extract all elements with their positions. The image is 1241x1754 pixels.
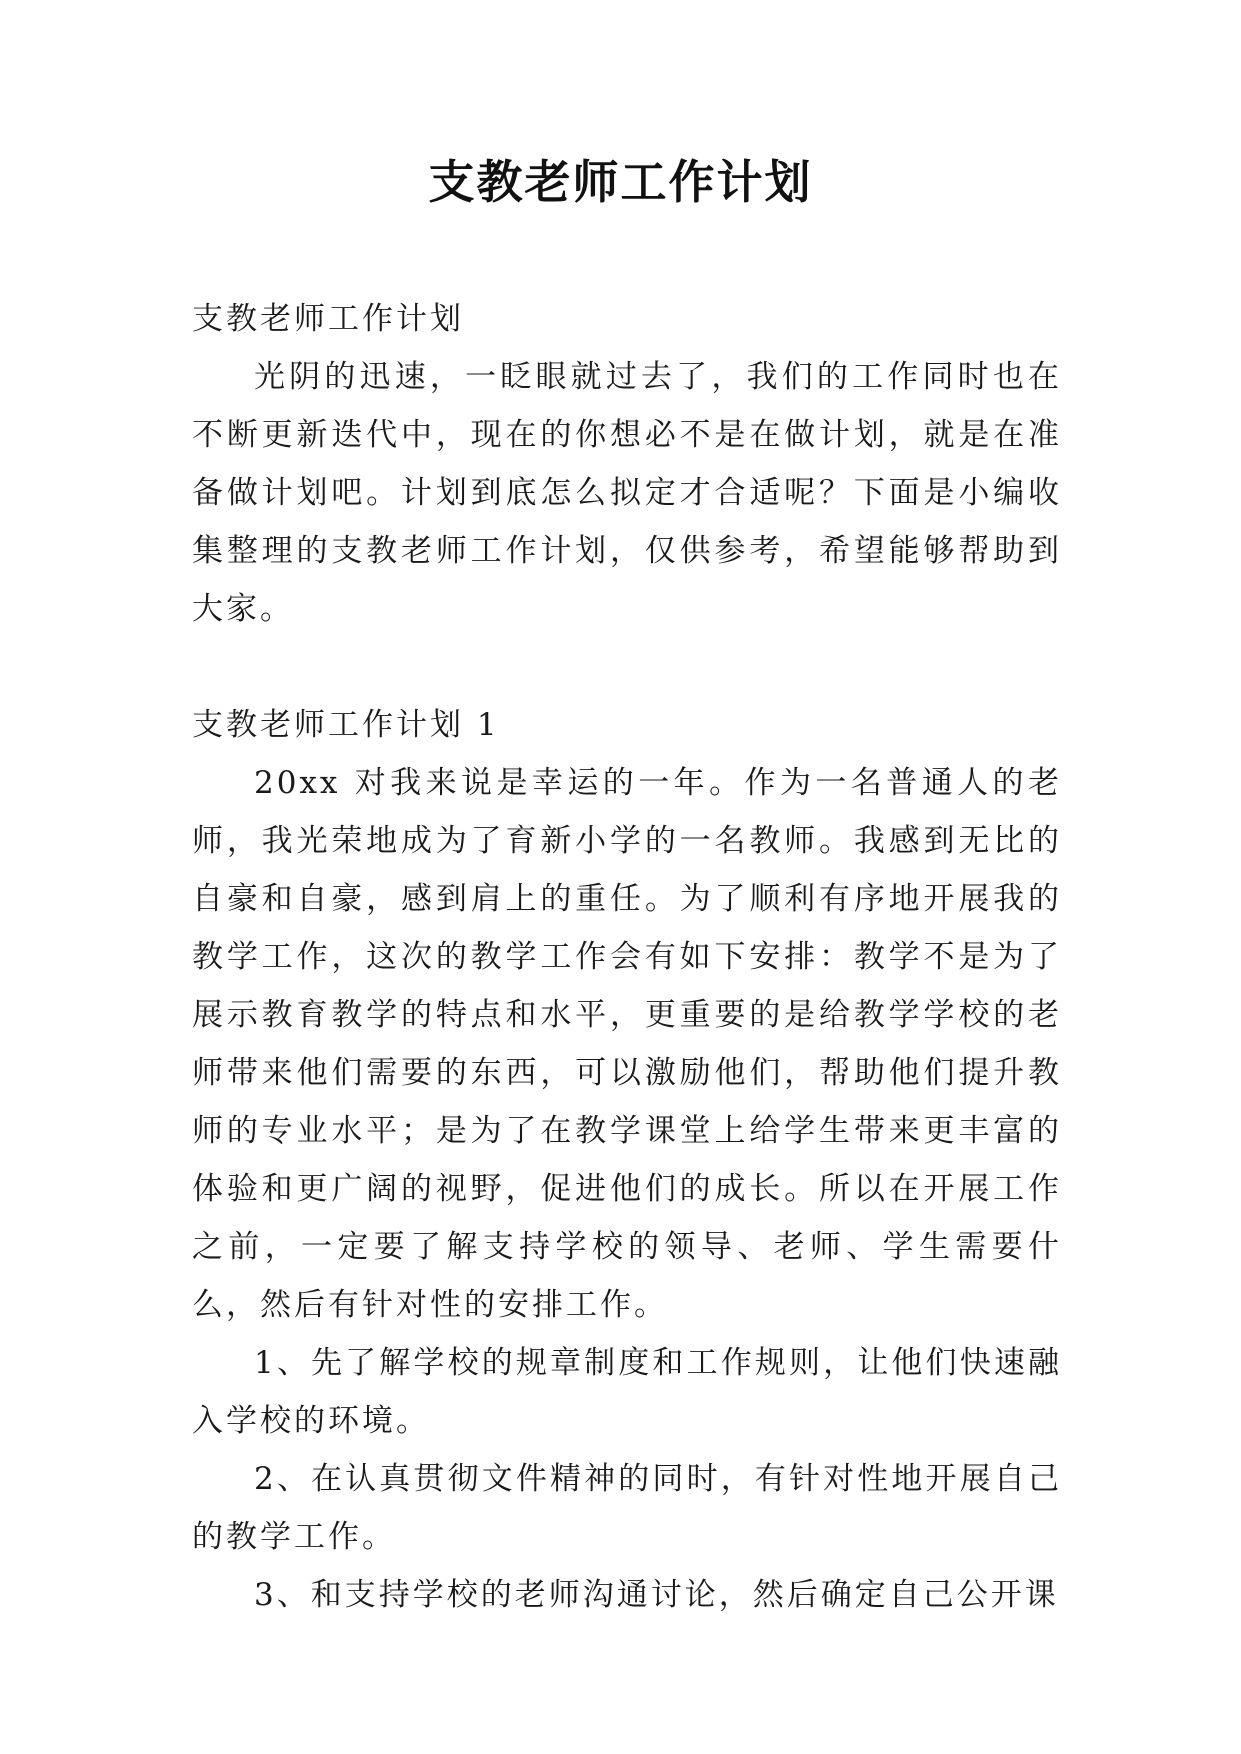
section1-label: 支教老师工作计划 1: [192, 707, 500, 743]
document-title: 支教老师工作计划: [428, 155, 813, 209]
intro-label: 支教老师工作计划: [192, 301, 464, 337]
intro-paragraph: 光阴的迅速，一眨眼就过去了，我们的工作同时也在不断更新迭代中，现在的你想必不是在做计划，就是在准备做计划吧。计划到底怎么拟定才合适呢？下面是小编收集整理的支教老师工作计划，仅供参考，希望能够帮助到大家。: [192, 359, 1062, 627]
document-body: [192, 290, 1062, 1624]
section1-paragraph: 20xx 对我来说是幸运的一年。作为一名普通人的老师，我光荣地成为了育新小学的一名教师。我感到无比的自豪和自豪，感到肩上的重任。为了顺利有序地开展我的教学工作，这次的教学工作会有如下安排：教学不是为了展示教育教学的特点和水平，更重要的是给教学学校的老师带来他们需要的东西，可以激励他们，帮助他们提升教师的专业水平；是为了在教学课堂上给学生带来更丰富的体验和更广阔的视野，促进他们的成长。所以在开展工作之前，一定要了解支持学校的领导、老师、学生需要什么，然后有针对性的安排工作。: [192, 765, 1062, 1323]
section-spacer: [192, 638, 1062, 696]
list-item-3: 3、和支持学校的老师沟通讨论，然后确定自己公开课: [254, 1577, 1059, 1613]
list-item-2: 2、在认真贯彻文件精神的同时，有针对性地开展自己的教学工作。: [192, 1461, 1062, 1555]
list-item-1: 1、先了解学校的规章制度和工作规则，让他们快速融入学校的环境。: [192, 1345, 1062, 1439]
